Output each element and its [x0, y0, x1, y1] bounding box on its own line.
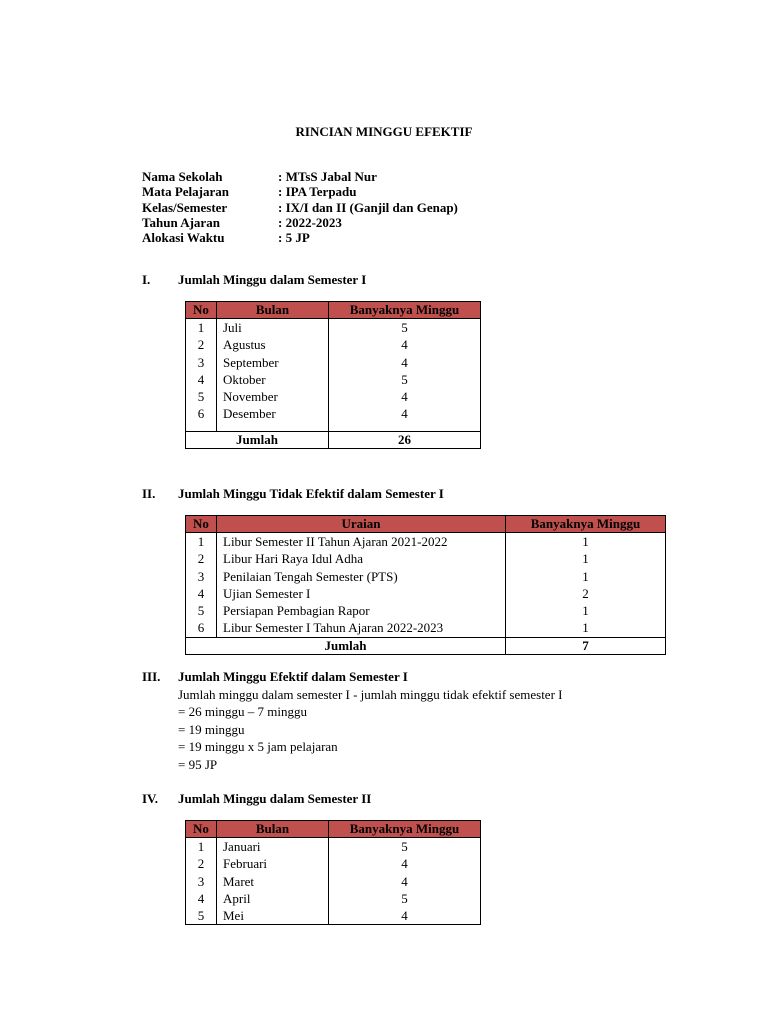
cell-no: 1 [186, 319, 217, 337]
table-row [186, 838, 481, 856]
cell-weeks: 5 [329, 371, 481, 388]
calculation-block [178, 686, 562, 773]
table-row [186, 550, 666, 567]
cell-description: Ujian Semester I [217, 585, 506, 602]
calculation-line: = 19 minggu [178, 721, 245, 737]
table-semester-2 [185, 820, 481, 925]
total-label: Jumlah [186, 637, 506, 654]
info-row-school [142, 169, 458, 184]
cell-weeks: 5 [329, 838, 481, 856]
cell-no: 2 [186, 855, 217, 872]
cell-no: 6 [186, 405, 217, 422]
calculation-line: = 95 JP [178, 756, 218, 772]
cell-no: 3 [186, 354, 217, 371]
cell-month: April [217, 890, 329, 907]
cell-weeks: 2 [506, 585, 666, 602]
cell-month: Agustus [217, 336, 329, 353]
cell-weeks: 4 [329, 354, 481, 371]
section-title: Jumlah Minggu dalam Semester II [178, 791, 372, 806]
info-value: : IPA Terpadu [278, 184, 357, 200]
section-1-heading [142, 272, 366, 288]
cell-no: 2 [186, 550, 217, 567]
section-3-heading [142, 669, 408, 685]
cell-description: Penilaian Tengah Semester (PTS) [217, 568, 506, 585]
cell-weeks: 4 [329, 336, 481, 353]
calculation-line: Jumlah minggu dalam semester I - jumlah minggu tidak efektif semester I [178, 687, 563, 702]
table-row [186, 319, 481, 337]
cell-weeks: 5 [329, 890, 481, 907]
table-row [186, 890, 481, 907]
section-number: IV. [142, 791, 159, 806]
cell-no: 4 [186, 585, 217, 602]
info-row-class [142, 200, 458, 215]
table-total-row [186, 637, 666, 654]
cell-no: 5 [186, 602, 217, 619]
info-block [142, 169, 458, 245]
cell-month: Januari [217, 838, 329, 856]
table-row [186, 873, 481, 890]
cell-no: 3 [186, 568, 217, 585]
section-4-heading [142, 791, 371, 807]
table-row [186, 619, 666, 637]
cell-description: Libur Semester II Tahun Ajaran 2021-2022 [217, 533, 506, 551]
info-label: Alokasi Waktu [142, 230, 225, 246]
cell-no: 5 [186, 907, 217, 925]
table-row [186, 568, 666, 585]
page-title: RINCIAN MINGGU EFEKTIF [295, 124, 473, 139]
section-2-heading [142, 486, 444, 502]
cell-weeks: 1 [506, 602, 666, 619]
cell-no: 4 [186, 371, 217, 388]
cell-month: Juli [217, 319, 329, 337]
cell-no: 1 [186, 533, 217, 551]
total-label: Jumlah [186, 431, 329, 448]
table-row [186, 907, 481, 925]
column-header: Banyaknya Minggu [329, 302, 481, 319]
column-header: Uraian [217, 516, 506, 533]
section-title: Jumlah Minggu Efektif dalam Semester I [178, 669, 408, 684]
cell-no: 3 [186, 873, 217, 890]
column-header: No [186, 516, 217, 533]
table-header [186, 821, 481, 838]
column-header: Banyaknya Minggu [329, 821, 481, 838]
table-row-empty [186, 423, 481, 432]
info-value: : 2022-2023 [278, 214, 342, 230]
table-row [186, 585, 666, 602]
cell-no: 1 [186, 838, 217, 856]
section-number: II. [142, 486, 156, 501]
table-row [186, 371, 481, 388]
cell-description: Libur Semester I Tahun Ajaran 2022-2023 [217, 619, 506, 637]
table-row [186, 336, 481, 353]
info-value: : IX/I dan II (Ganjil dan Genap) [278, 199, 458, 215]
cell-weeks: 4 [329, 873, 481, 890]
section-title: Jumlah Minggu Tidak Efektif dalam Semester I [178, 486, 444, 501]
column-header: No [186, 821, 217, 838]
cell-month: November [217, 388, 329, 405]
cell-description: Persiapan Pembagian Rapor [217, 602, 506, 619]
section-number: I. [142, 272, 151, 287]
info-value: : 5 JP [278, 230, 310, 246]
table-row [186, 855, 481, 872]
cell-weeks: 4 [329, 405, 481, 422]
column-header: Bulan [217, 821, 329, 838]
info-label: Tahun Ajaran [142, 214, 220, 230]
cell-month: Desember [217, 405, 329, 422]
cell-no: 5 [186, 388, 217, 405]
cell-month: Maret [217, 873, 329, 890]
cell-description: Libur Hari Raya Idul Adha [217, 550, 506, 567]
table-total-row [186, 431, 481, 448]
cell-weeks: 1 [506, 568, 666, 585]
cell-no: 2 [186, 336, 217, 353]
cell-weeks: 4 [329, 907, 481, 925]
info-row-subject [142, 184, 458, 199]
table-row [186, 388, 481, 405]
cell-no: 6 [186, 619, 217, 637]
calculation-line: = 26 minggu – 7 minggu [178, 704, 308, 720]
cell-weeks: 5 [329, 319, 481, 337]
cell-weeks: 1 [506, 619, 666, 637]
section-number: III. [142, 669, 161, 684]
table-row [186, 533, 666, 551]
table-semester-1 [185, 301, 481, 449]
cell-month: Mei [217, 907, 329, 925]
table-non-effective-weeks [185, 515, 666, 655]
cell-no: 4 [186, 890, 217, 907]
section-title: Jumlah Minggu dalam Semester I [178, 272, 367, 287]
cell-month: Oktober [217, 371, 329, 388]
table-row [186, 602, 666, 619]
total-value: 26 [329, 431, 481, 448]
info-row-year [142, 215, 458, 230]
calculation-line: = 19 minggu x 5 jam pelajaran [178, 739, 338, 755]
column-header: No [186, 302, 217, 319]
table-row [186, 354, 481, 371]
cell-month: Februari [217, 855, 329, 872]
info-label: Mata Pelajaran [142, 184, 230, 200]
info-label: Nama Sekolah [142, 169, 223, 184]
cell-weeks: 1 [506, 550, 666, 567]
cell-weeks: 4 [329, 855, 481, 872]
table-header [186, 516, 666, 533]
info-value: : MTsS Jabal Nur [278, 169, 377, 184]
column-header: Banyaknya Minggu [506, 516, 666, 533]
total-value: 7 [506, 637, 666, 654]
info-label: Kelas/Semester [142, 199, 228, 215]
table-row [186, 405, 481, 422]
cell-weeks: 4 [329, 388, 481, 405]
column-header: Bulan [217, 302, 329, 319]
cell-weeks: 1 [506, 533, 666, 551]
info-row-time [142, 230, 458, 245]
cell-month: September [217, 354, 329, 371]
table-header [186, 302, 481, 319]
